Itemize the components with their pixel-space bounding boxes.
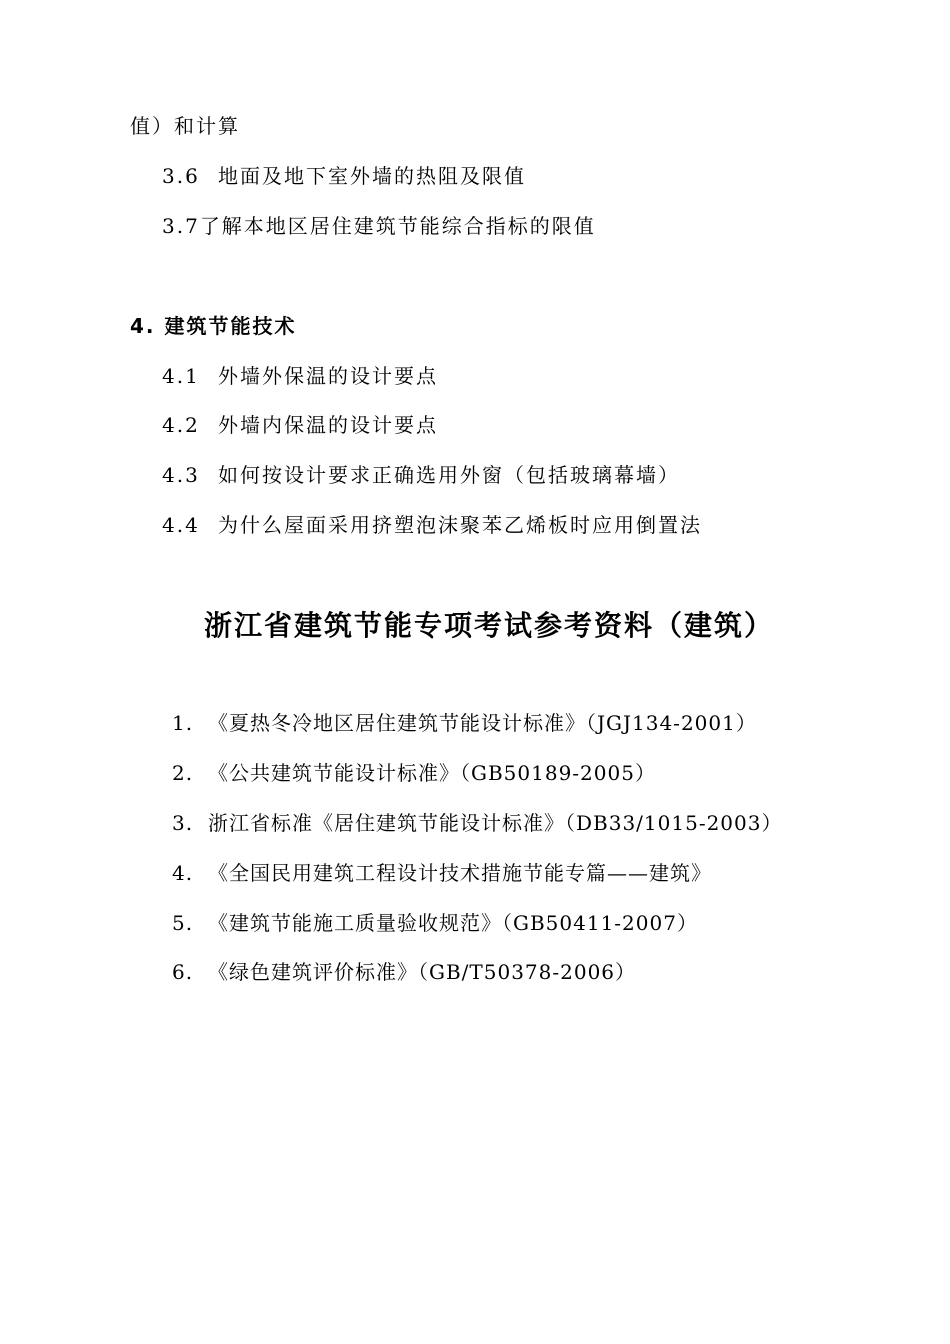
item-number: 3.6 xyxy=(162,164,200,188)
item-text: 为什么屋面采用挤塑泡沫聚苯乙烯板时应用倒置法 xyxy=(218,513,702,537)
reference-item-5 xyxy=(172,909,698,937)
item-text: 外墙内保温的设计要点 xyxy=(218,413,438,437)
section4-heading: 4. 建筑节能技术 xyxy=(130,314,297,338)
item-number: 2. xyxy=(172,761,194,785)
section3-continuation: 值）和计算 xyxy=(130,114,240,138)
item-text: 地面及地下室外墙的热阻及限值 xyxy=(218,164,526,188)
item-text: 了解本地区居住建筑节能综合指标的限值 xyxy=(199,214,596,238)
item-number: 3.7 xyxy=(162,214,200,238)
references-title: 浙江省建筑节能专项考试参考资料（建筑） xyxy=(204,609,775,642)
list-item-4-1 xyxy=(162,362,438,390)
item-number: 6. xyxy=(172,960,194,984)
list-item-4-3 xyxy=(162,461,680,489)
item-text: 《建筑节能施工质量验收规范》（GB50411-2007） xyxy=(208,911,698,935)
reference-item-1 xyxy=(172,709,757,737)
item-text: 《夏热冬冷地区居住建筑节能设计标准》（JGJ134-2001） xyxy=(208,711,757,735)
item-number: 1. xyxy=(172,711,194,735)
list-item-3-6 xyxy=(162,162,526,190)
item-number: 4.4 xyxy=(162,513,200,537)
reference-item-3 xyxy=(172,809,782,837)
reference-item-6 xyxy=(172,958,636,986)
item-text: 《绿色建筑评价标准》（GB/T50378-2006） xyxy=(208,960,637,984)
item-text: 《全国民用建筑工程设计技术措施节能专篇——建筑》 xyxy=(208,861,712,885)
item-text: 《公共建筑节能设计标准》（GB50189-2005） xyxy=(208,761,656,785)
list-item-4-4 xyxy=(162,511,702,539)
item-number: 4.2 xyxy=(162,413,200,437)
reference-item-2 xyxy=(172,759,656,787)
reference-item-4 xyxy=(172,859,712,887)
item-number: 4.3 xyxy=(162,463,200,487)
item-number: 4. xyxy=(172,861,194,885)
list-item-3-7 xyxy=(162,212,596,240)
list-item-4-2 xyxy=(162,411,438,439)
item-text: 如何按设计要求正确选用外窗（包括玻璃幕墙） xyxy=(218,463,680,487)
item-number: 3. xyxy=(172,811,194,835)
item-text: 浙江省标准《居住建筑节能设计标准》（DB33/1015-2003） xyxy=(208,811,783,835)
item-number: 4.1 xyxy=(162,364,200,388)
item-text: 外墙外保温的设计要点 xyxy=(218,364,438,388)
item-number: 5. xyxy=(172,911,194,935)
